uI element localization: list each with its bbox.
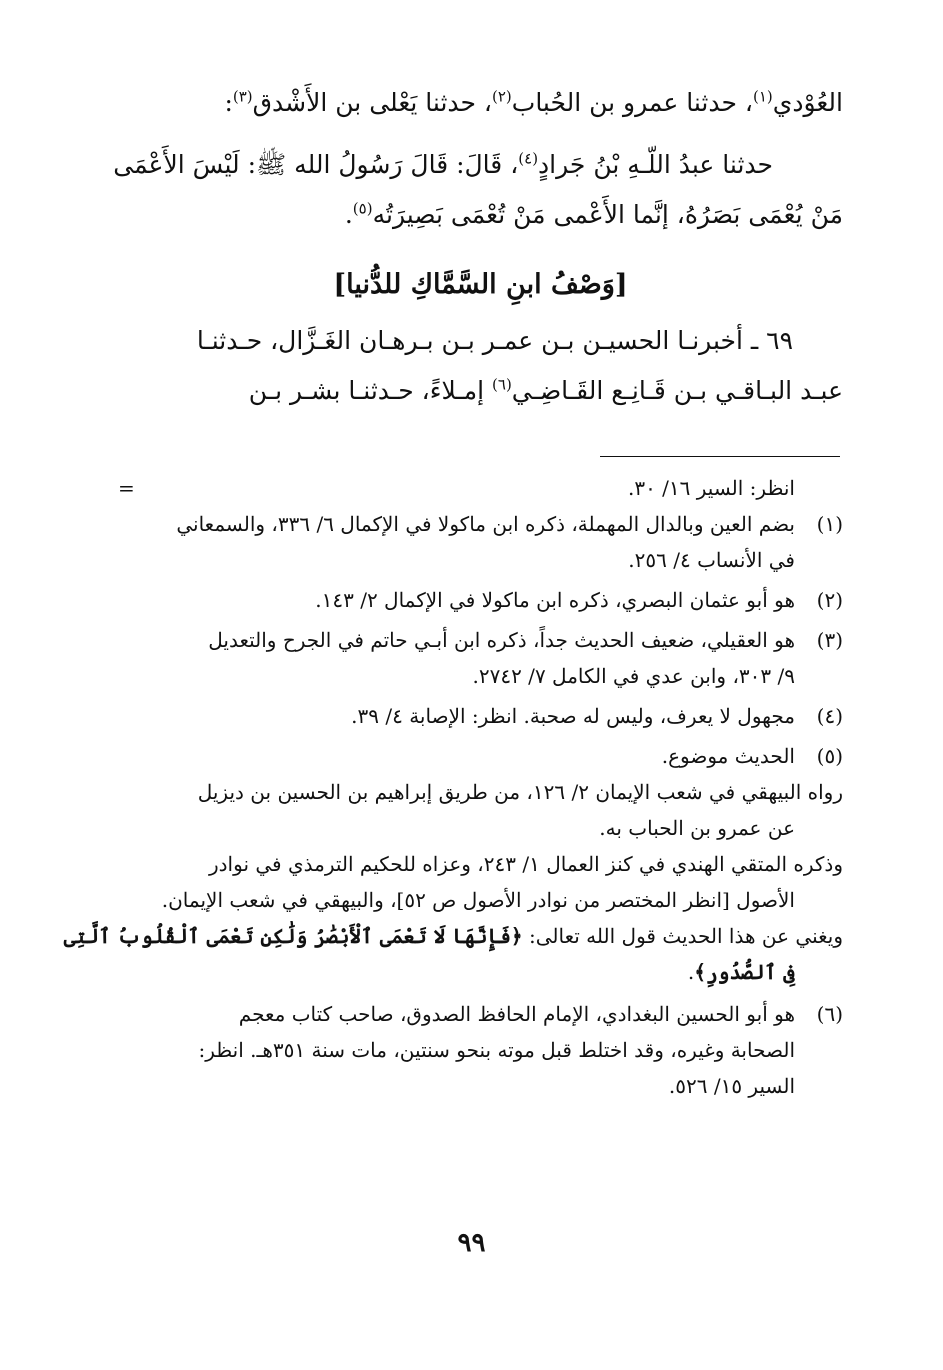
text-run: ، حدثنا يَعْلى بن الأَشْدق bbox=[252, 88, 492, 117]
footnote-ref: (٢) bbox=[492, 87, 512, 106]
footnote-number: (٣) bbox=[816, 628, 843, 652]
footnote-6 bbox=[118, 996, 843, 1104]
footnote-line: وذكره المتقي الهندي في كنز العمال ١/ ٢٤٣، وعزاه للحكيم الترمذي في نوادر bbox=[208, 852, 843, 876]
text-run: ٦٩ ـ أخبرنـا الحسيـن بـن عمـر بـن بـرهـان الغَـزَّال، حـدثنـا bbox=[196, 326, 793, 355]
text-run: . bbox=[687, 960, 695, 984]
continued-note bbox=[118, 470, 843, 506]
text-run: : bbox=[224, 88, 233, 117]
footnote-ref: (٦) bbox=[492, 375, 512, 394]
page-number: ٩٩ bbox=[457, 1228, 486, 1258]
footnote-ref: (٣) bbox=[232, 87, 253, 106]
section-heading: [وَصْفُ ابنِ السَّمَّاكِ للدُّنيا] bbox=[333, 269, 628, 300]
main-line-4 bbox=[118, 316, 843, 366]
text-run: حدثنا عبدُ اللّـهِ بْنُ جَرادٍ bbox=[538, 150, 773, 179]
footnote-line: رواه البيهقي في شعب الإيمان ٢/ ١٢٦، من طريق إبراهيم بن الحسين بن ديزيل bbox=[197, 780, 843, 804]
footnote-separator bbox=[600, 456, 840, 457]
footnote-1 bbox=[118, 506, 843, 578]
footnote-line: هو أبو الحسين البغدادي، الإمام الحافظ الصدوق، صاحب كتاب معجم bbox=[238, 1002, 795, 1026]
quran-verse: ﴿فَإِنَّهَا لَا تَعْمَى ٱلْأَبْصَٰرُ وَلَٰكِن تَعْمَى ٱلْقُلُوبُ ٱلَّتِى bbox=[63, 924, 523, 948]
text-run: ويغني عن هذا الحديث قول الله تعالى: bbox=[522, 924, 843, 948]
footnote-number: (٦) bbox=[816, 1002, 843, 1026]
footnotes bbox=[63, 470, 843, 1108]
footnote-line: هو العقيلي، ضعيف الحديث جداً، ذكره ابن أبـي حاتم في الجرح والتعديل bbox=[208, 628, 795, 652]
main-line-3 bbox=[118, 190, 843, 240]
text-run: عبـد البـاقـي بـن قَـانِـع القَـاضِـي bbox=[511, 376, 843, 405]
footnote-3 bbox=[118, 622, 843, 694]
text-run: العُوْدي bbox=[772, 88, 843, 117]
footnote-5-continuation bbox=[63, 774, 843, 990]
footnote-line: بضم العين وبالدال المهملة، ذكره ابن ماكولا في الإكمال ٦/ ٣٣٦، والسمعاني bbox=[176, 512, 795, 536]
footnote-ref: (٥) bbox=[352, 199, 373, 218]
text-run: إمـلاءً، حـدثنـا بشـر بـن bbox=[248, 376, 493, 405]
footnote-2 bbox=[118, 582, 843, 618]
footnote-line: الحديث موضوع. bbox=[661, 744, 795, 768]
footnote-number: (١) bbox=[816, 512, 843, 536]
continued-mark: = bbox=[118, 476, 135, 500]
footnote-line: ٩/ ٣٠٣، وابن عدي في الكامل ٧/ ٢٧٤٢. bbox=[472, 664, 795, 688]
footnote-line: الصحابة وغيره، وقد اختلط قبل موته بنحو سنتين، مات سنة ٣٥١هـ. انظر: bbox=[198, 1038, 795, 1062]
text-run: ، قَالَ: قَالَ رَسُولُ الله ﷺ: لَيْسَ الأَعْمَى bbox=[113, 150, 519, 179]
main-line-2 bbox=[113, 140, 843, 190]
footnote-line bbox=[118, 954, 843, 990]
footnote-number: (٤) bbox=[816, 704, 843, 728]
text-run: ، حدثنا عمرو بن الحُباب bbox=[511, 88, 753, 117]
footnote-ref: (٤) bbox=[518, 149, 539, 168]
main-text bbox=[113, 78, 843, 416]
continued-text: انظر: السير ١٦/ ٣٠. bbox=[627, 476, 795, 500]
footnote-line: في الأنساب ٤/ ٢٥٦. bbox=[628, 548, 795, 572]
text-run: . bbox=[344, 200, 353, 229]
main-line-1 bbox=[118, 78, 843, 128]
footnote-number: (٥) bbox=[816, 744, 843, 768]
footnote-line bbox=[63, 918, 843, 954]
footnote-ref: (١) bbox=[752, 87, 773, 106]
footnote-line: عن عمرو بن الحباب به. bbox=[599, 816, 795, 840]
main-line-5 bbox=[118, 366, 843, 416]
footnote-line: الأصول [انظر المختصر من نوادر الأصول ص ٥٢]، والبيهقي في شعب الإيمان. bbox=[161, 888, 795, 912]
footnote-line: السير ١٥/ ٥٢٦. bbox=[668, 1074, 795, 1098]
footnote-5 bbox=[118, 738, 843, 774]
footnote-line: هو أبو عثمان البصري، ذكره ابن ماكولا في الإكمال ٢/ ١٤٣. bbox=[315, 588, 795, 612]
text-run: مَنْ يُعْمَى بَصَرُهُ، إنَّما الأَعْمى مَنْ تُعْمَى بَصِيرَتُه bbox=[372, 200, 843, 229]
footnote-number: (٢) bbox=[816, 588, 843, 612]
footnote-4 bbox=[118, 698, 843, 734]
quran-verse: فِى ٱلصُّدُورِ﴾ bbox=[694, 960, 795, 984]
footnote-line: مجهول لا يعرف، وليس له صحبة. انظر: الإصابة ٤/ ٣٩. bbox=[351, 704, 795, 728]
